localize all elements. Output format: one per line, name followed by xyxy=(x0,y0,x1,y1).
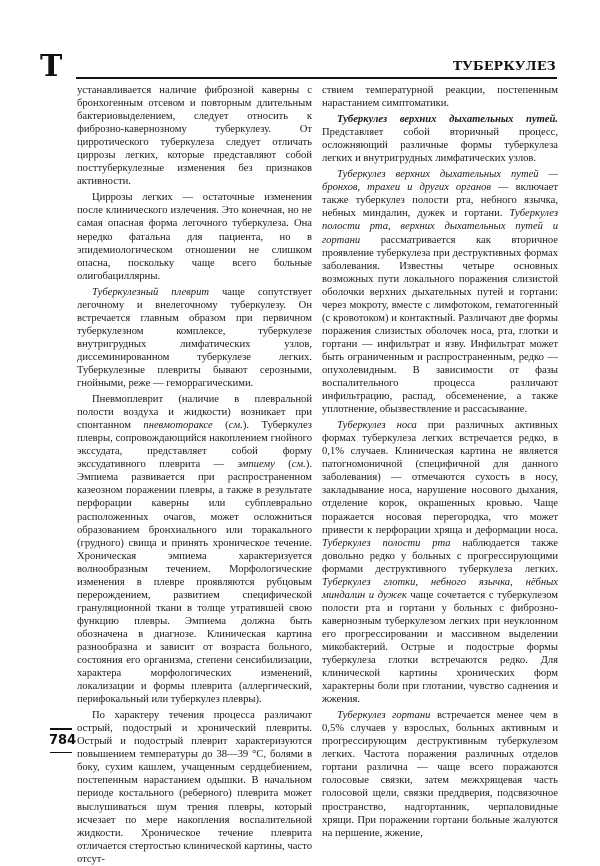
left-column xyxy=(77,84,312,866)
emphasis-run: Туберкулез верхних дыхательных путей. xyxy=(337,114,558,126)
text-run: наблюдается также довольно редко у больных с прогрессирующими формами деструктивного туберкулеза легких. xyxy=(322,537,558,575)
paragraph xyxy=(322,84,558,110)
text-run: — включает также туберкулез полости рта, небного язычка, небных миндалин, дужек и гортани. xyxy=(322,182,558,220)
text-run: ( xyxy=(212,420,229,432)
text-run: чаще сочетается с туберкулезом полости рта и гортани у больных с фиброзно-кавернозным туберкулезом легких при неуклонном его прогрессировании и массивном выделении микобактерий. Острые и подострые формы туберкулеза глотки встречаются редко. Для клинической картины хронических форм характерны боли при глотании, чувство саднения и жжения. xyxy=(322,589,559,706)
text-run: Циррозы легких — остаточные изменения после клинического излечения. Это конечная, но не самая опасная форма легочного туберкулеза. Она нередко фатальна для пациента, но в эпидемиологическом отношении не слишком опасна, поскольку чаще всего больные олигобациллярны. xyxy=(77,192,312,282)
paragraph xyxy=(77,393,312,706)
folio-rule-bottom xyxy=(50,752,72,754)
emphasis-run: Туберкулез полости рта, верхних дыхательных путей и гортани xyxy=(322,208,558,246)
right-column xyxy=(322,84,558,840)
emphasis-run: эмпиему xyxy=(237,459,275,471)
emphasis-run: Туберкулез глотки, небного язычка, нёбных миндалин и дужек xyxy=(322,576,558,601)
paragraph xyxy=(77,709,312,866)
text-run: Пневмоплеврит (наличие в плевральной полости воздуха и жидкости) возникает при спонтанном xyxy=(77,394,312,432)
text-run: при различных активных формах туберкулеза легких встречается редко, в 0,1% случаев. Клиническая картина не является патогномоничной (специфичной для данного заболевания) — отмечаются сухость в носу, закладывание носа, нарушение носового дыхания, отделение корок, окрашенных кровью. Чаще поражается носовая перегородка, что может привести к перфорации хряща и деформации носа. xyxy=(322,420,558,536)
paragraph xyxy=(322,168,558,416)
text-run: ( xyxy=(274,459,292,471)
paragraph xyxy=(322,113,558,165)
emphasis-run: Туберкулез верхних дыхательных путей — бронхов, трахеи и других органов xyxy=(322,169,558,194)
text-run: чаще сопутствует легочному и внелегочному туберкулезу. Он встречается главным образом при первичном туберкулезном комплексе, туберкулезе внутригрудных лимфатических узлов, диссеминированном туберкулезе легких. Туберкулезные плевриты бывают серозными, гнойными, реже — геморрагическими. xyxy=(77,286,313,390)
emphasis-run: Туберкулез полости рта xyxy=(322,537,451,549)
text-run: ). Туберкулез плевры, сопровождающийся накоплением гнойного экссудата, представляет собой форму экссудативного плеврита — xyxy=(77,420,312,471)
emphasis-run: см. xyxy=(228,420,243,432)
text-run: По характеру течения процесса различают острый, подострый и хронический плевриты. Острый и подострый плеврит характеризуются повышением температуры до 38—39 °С, болями в боку, сухим кашлем, учащенным сердцебиением, постепенным нарастанием одышки. В начальном периоде костального (реберного) плеврита может выслушиваться шум трения плевры, который исчезает по мере накопления воспалительной жидкости. Хроническое течение плеврита отличается стертостью клинической картины, часто отсут- xyxy=(77,710,312,865)
header-rule xyxy=(76,77,557,79)
page-number-block xyxy=(49,728,77,753)
emphasis-run: Туберкулезный плеврит xyxy=(92,286,210,298)
paragraph xyxy=(77,286,312,390)
emphasis-run: см. xyxy=(291,459,306,471)
emphasis-run: пневмотораксе xyxy=(143,420,213,432)
text-run: встречается менее чем в 0,5% случаев у взрослых, больных активным и прогрессирующим деструктивным туберкулезом легких. Частота поражения различных отделов гортани различна — чаще всего поражаются голосовые связки, затем межхрящевая часть голосовой щели, связки преддверия, подсвязочное пространство, надгортанник, черпаловидные хрящи. При поражении гортани больные жалуются на першение, жжение, xyxy=(322,710,559,839)
paragraph xyxy=(77,84,312,188)
text-run: ствием температурной реакции, постепенным нарастанием симптоматики. xyxy=(322,85,558,110)
text-run: ). Эмпиема развивается при распространенном казеозном поражении плевры, а также в результате перфорации каверны или субплеврально расположенных очагов, может осложниться образованием бронхиального или торакального (грудного) свища и принять хроническое течение. Хроническая эмпиема характеризуется волнообразным течением. Морфологические изменения в плевре проявляются рубцовым перерождением, развитием специфической грануляционной ткани в толще утратившей свою функцию плевры. Эмпиема должна быть обозначена в диагнозе. Клиническая картина разнообразна и зависит от возраста больного, состояния его организма, степени сенсибилизации, характера морфологических изменений, локализации и формы плеврита (аллергический, перифокальный или туберкулез плевры). xyxy=(77,459,312,706)
section-letter: Т xyxy=(40,49,63,84)
emphasis-run: Туберкулез гортани xyxy=(337,710,431,722)
text-run: рассматривается как вторичное проявление туберкулеза при деструктивных формах заболевания. Известны четыре основных возможных пути локального поражения слизистой оболочки верхних дыхательных путей и гортани: через мокроту, вместе с лимфотоком, гематогенный (с кровотоком) и контактный. Различают две формы поражения слизистых оболочек носа, рта, глотки и гортани — инфильтрат и язву. Инфильтрат может быть ограниченным и распространенным, редко — опухолевидным. В зависимости от фазы воспалительного процесса различают инфильтрацию, распад, обсеменение, а также уплотнение, обызвествление и рассасывание. xyxy=(322,234,558,416)
paragraph xyxy=(322,709,558,839)
text-run: Представляет собой вторичный процесс, осложняющий различные формы туберкулеза легких и внутригрудных лимфатических узлов. xyxy=(322,127,558,165)
paragraph xyxy=(322,419,558,706)
page-number: 784 xyxy=(49,732,77,748)
running-head: ТУБЕРКУЛЕЗ xyxy=(452,58,556,73)
paragraph xyxy=(77,191,312,282)
text-run: устанавливается наличие фиброзной каверны с бронхогенным отсевом и повторным длительным бактериовыделением, следует относить к фиброзно-кавернозному туберкулезу. От цирротического туберкулеза следует отличать циррозы легких, которые представляют собой посттуберкулезные изменения без признаков активности. xyxy=(77,85,312,188)
emphasis-run: Туберкулез носа xyxy=(337,420,417,432)
